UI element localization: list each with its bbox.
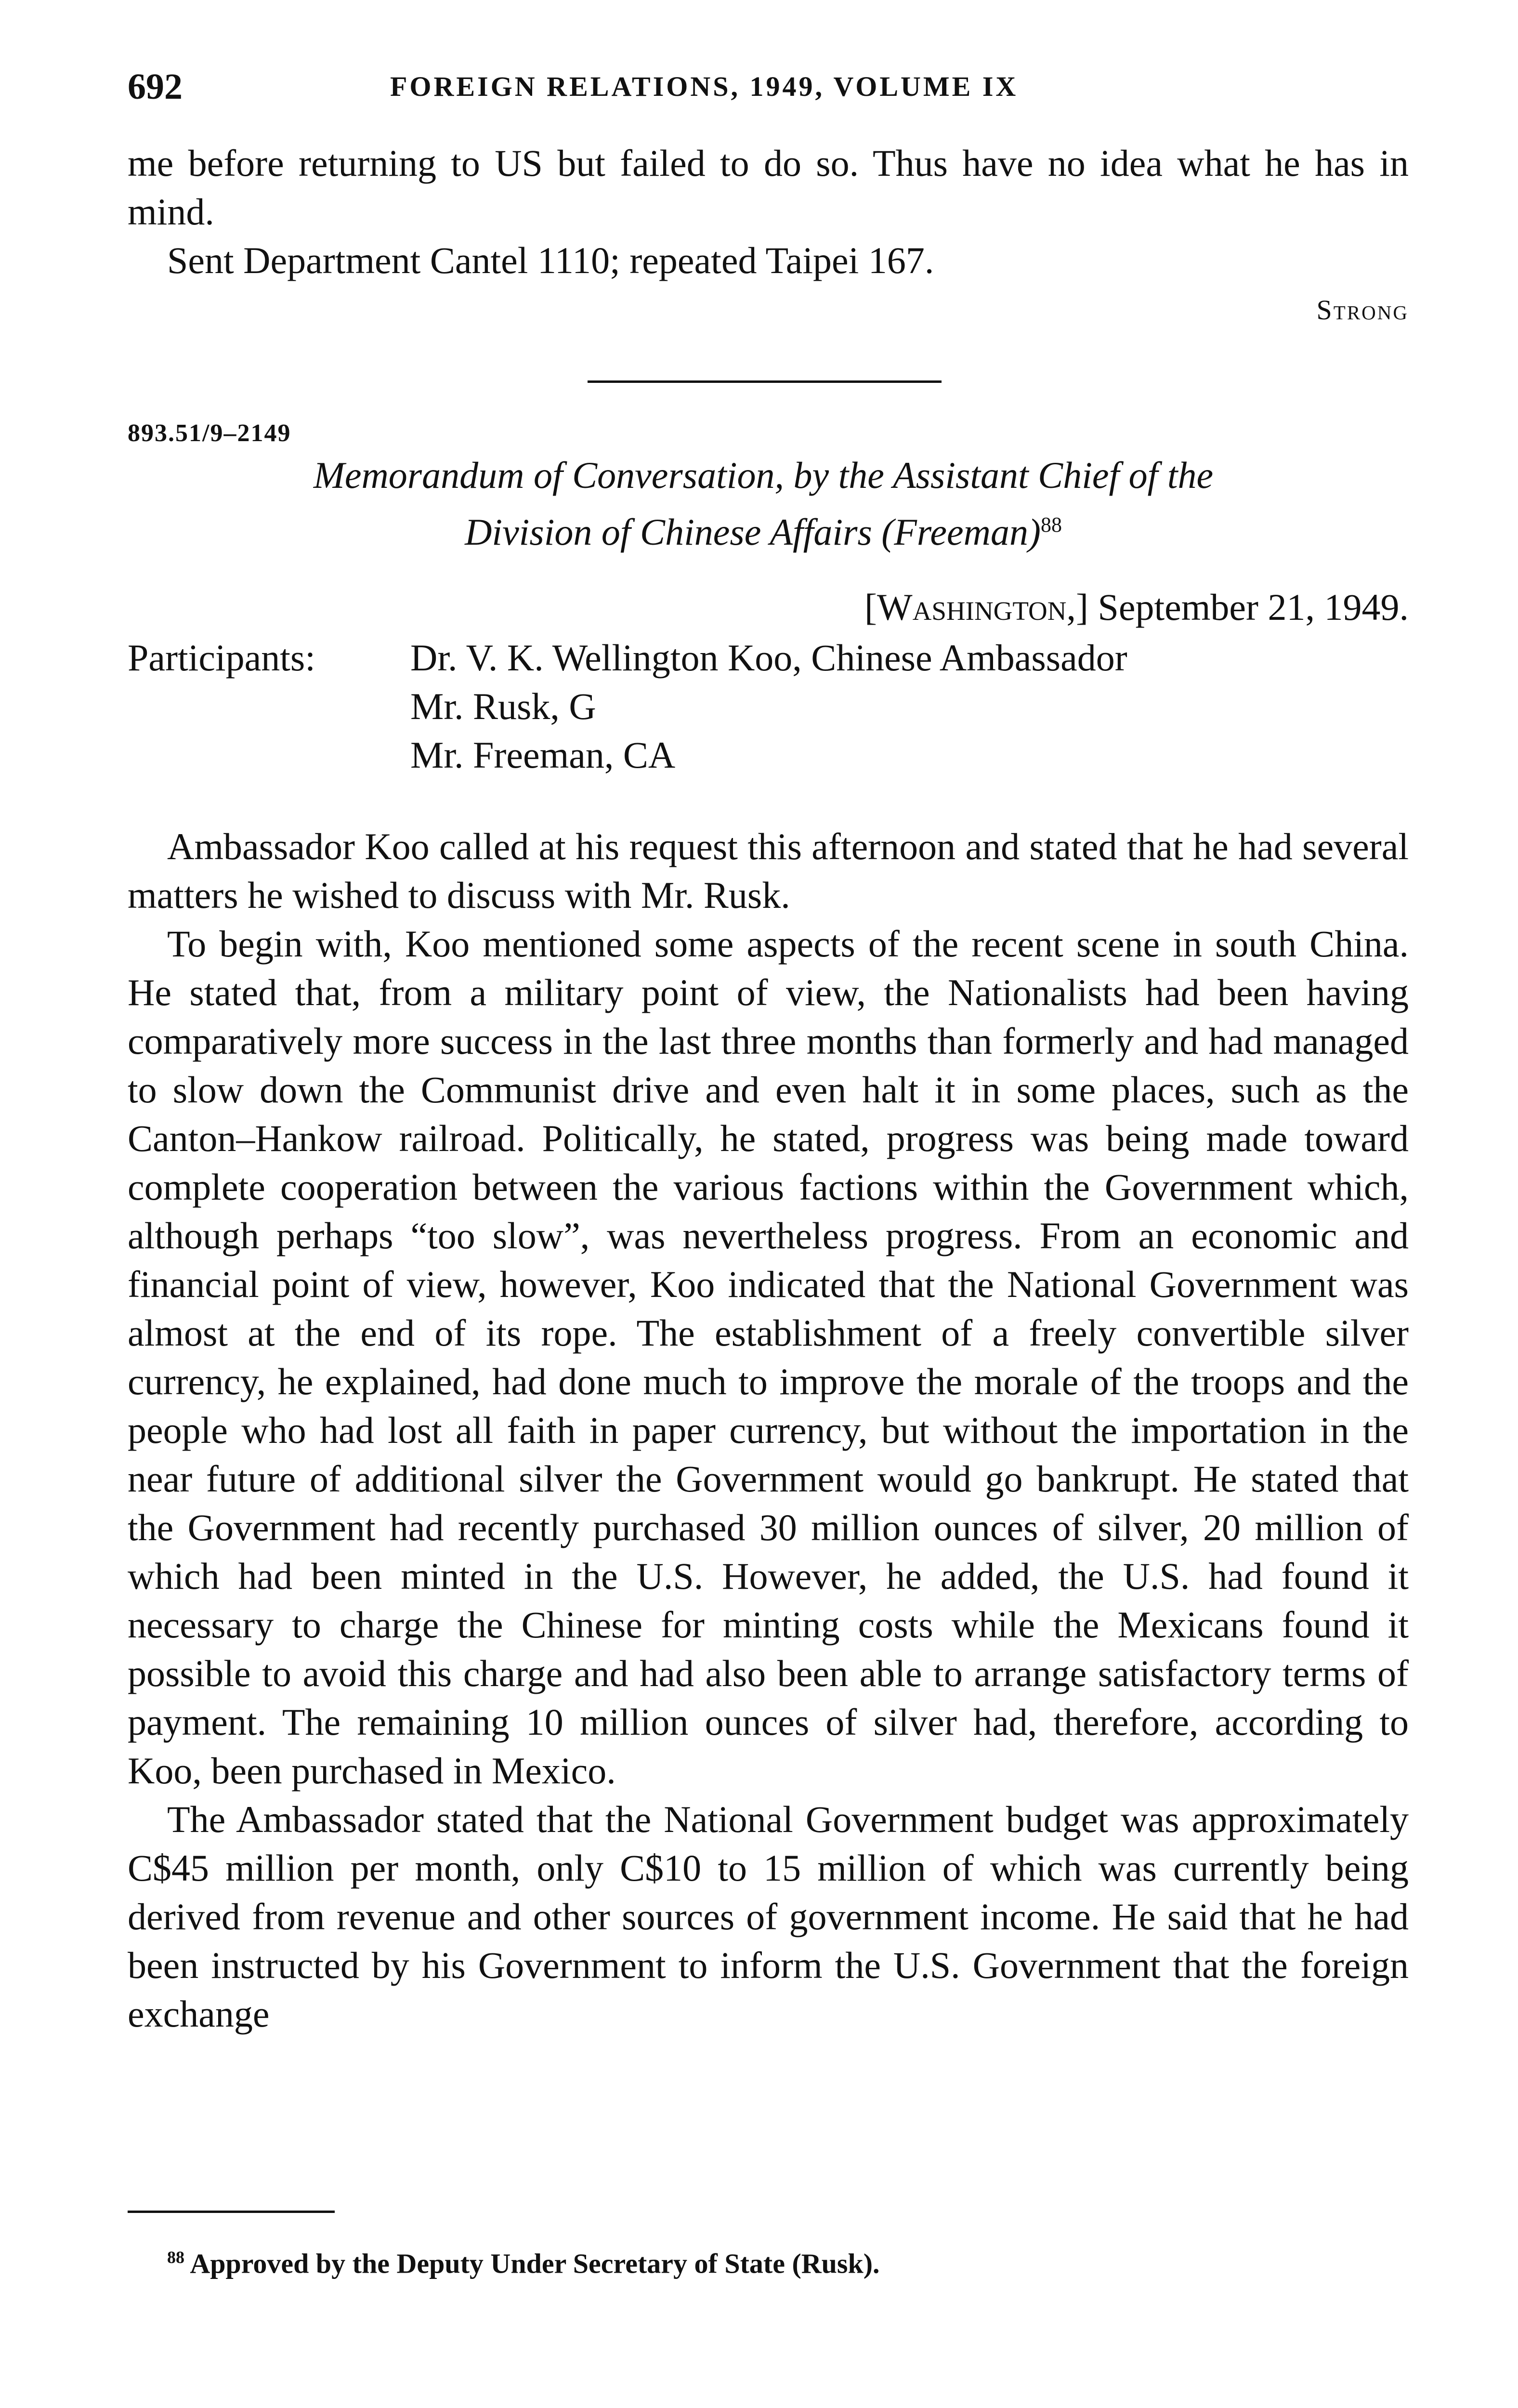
participant-koo: Dr. V. K. Wellington Koo, Chinese Ambassador: [410, 637, 1127, 679]
memorandum-title: [197, 450, 1329, 557]
place-open-bracket: [: [864, 586, 877, 628]
participant-rusk: Mr. Rusk, G: [410, 685, 596, 727]
footnote-marker: 88: [167, 2248, 184, 2267]
title-line-2-text: Division of Chinese Affairs (Freeman): [465, 511, 1041, 553]
paragraph-3: The Ambassador stated that the National Government budget was approximately C$45 million per month, only C$10 to 15 million of which was currently being derived from revenue and other sources of government income. He said that he had been instructed by his Government to inform the U.S. Government that the foreign exchange: [128, 1798, 1409, 2035]
date-line: [864, 583, 1409, 631]
footnote-divider: [128, 2211, 335, 2213]
sent-line: Sent Department Cantel 1110; repeated Taipei 167.: [167, 239, 934, 281]
page-header: [128, 60, 1409, 113]
page-number: 692: [128, 66, 183, 107]
paragraph-1: Ambassador Koo called at his request this afternoon and stated that he had several matters he wished to discuss with Mr. Rusk.: [128, 825, 1409, 916]
running-head: FOREIGN RELATIONS, 1949, VOLUME IX: [390, 71, 1019, 102]
title-line-1: Memorandum of Conversation, by the Assistant Chief of the: [313, 454, 1214, 496]
memo-date: September 21, 1949.: [1098, 586, 1409, 628]
footnote-text: Approved by the Deputy Under Secretary of State (Rusk).: [190, 2248, 880, 2279]
section-divider: [588, 380, 942, 383]
participant-list: [410, 633, 1325, 779]
title-footnote-marker: 88: [1040, 513, 1062, 537]
footnote: [167, 2237, 880, 2284]
participant-freeman: Mr. Freeman, CA: [410, 734, 676, 776]
title-line-2: [197, 500, 1329, 557]
file-number: 893.51/9–2149: [128, 419, 291, 447]
memorandum-body: [128, 822, 1409, 2038]
place-name: Washington,: [877, 586, 1076, 628]
participants-label: Participants:: [128, 637, 315, 679]
signature: Strong: [1316, 294, 1409, 326]
paragraph-2: To begin with, Koo mentioned some aspects of the recent scene in south China. He stated that, from a military point of view, the Nationalists had been having comparatively more success in the last three months than formerly and had managed to slow down the Communist drive and even halt it in some places, such as the Canton–Hankow railroad. Politically, he stated, progress was being made toward complete cooperation between the various factions within the Government which, although perhaps “too slow”, was nevertheless progress. From an economic and financial point of view, however, Koo indicated that the National Government was almost at the end of its rope. The establishment of a freely convertible silver currency, he explained, had done much to improve the morale of the troops and the people who had lost all faith in paper currency, but without the importation in the near future of additional silver the Government would go bankrupt. He stated that the Government had recently purchased 30 million ounces of silver, 20 million of which had been minted in the U.S. However, he added, the U.S. had found it necessary to charge the Chinese for minting costs while the Mexicans found it possible to avoid this charge and had also been able to arrange satisfactory terms of payment. The remaining 10 million ounces of silver had, therefore, according to Koo, been purchased in Mexico.: [128, 923, 1409, 1792]
continued-telegram-text: me before returning to US but failed to do so. Thus have no idea what he has in mind.: [128, 142, 1409, 233]
place-close-bracket: ]: [1075, 586, 1088, 628]
